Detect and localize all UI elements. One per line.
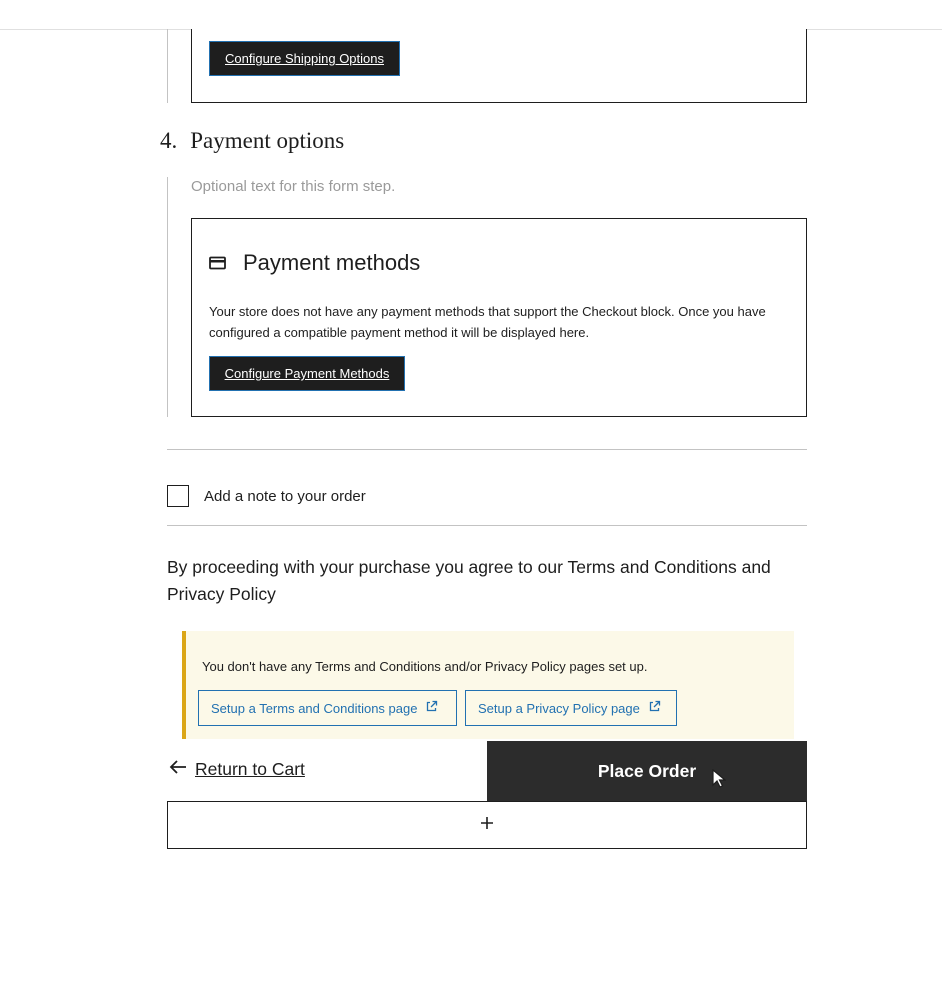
setup-terms-label: Setup a Terms and Conditions page xyxy=(211,700,418,716)
payment-methods-message: Your store does not have any payment methods that support the Checkout block. Once you have configured a compatible payment method it will be displayed here. xyxy=(209,304,766,340)
terms-notice-message: You don't have any Terms and Conditions and/or Privacy Policy pages set up. xyxy=(202,659,648,674)
setup-privacy-label: Setup a Privacy Policy page xyxy=(478,700,640,716)
configure-shipping-button[interactable]: Configure Shipping Options xyxy=(209,41,400,76)
step-number: 4. xyxy=(160,128,178,153)
plus-icon xyxy=(480,816,494,835)
terms-agreement-text[interactable]: By proceeding with your purchase you agree to our Terms and Conditions and Privacy Policy xyxy=(167,557,771,604)
return-to-cart-link[interactable] xyxy=(169,759,305,780)
payment-methods-title: Payment methods xyxy=(243,250,421,275)
divider xyxy=(167,525,807,526)
order-note-row[interactable] xyxy=(167,485,366,507)
arrow-left-icon xyxy=(169,759,187,780)
payment-step-rail xyxy=(167,177,168,417)
place-order-button[interactable]: Place Order xyxy=(487,741,807,801)
external-link-icon xyxy=(648,700,661,716)
editor-top-bar xyxy=(0,0,942,30)
order-note-label[interactable]: Add a note to your order xyxy=(204,487,366,505)
configure-payment-button[interactable]: Configure Payment Methods xyxy=(209,356,405,391)
shipping-step-rail xyxy=(167,29,168,103)
external-link-icon xyxy=(425,700,438,716)
setup-privacy-button[interactable] xyxy=(465,690,677,726)
step-title: Payment options xyxy=(190,128,345,153)
setup-terms-button[interactable] xyxy=(198,690,457,726)
order-note-checkbox[interactable] xyxy=(167,485,189,507)
payment-methods-heading xyxy=(209,250,420,276)
payment-step-heading xyxy=(160,128,344,154)
divider xyxy=(167,449,807,450)
terms-notice xyxy=(182,631,794,739)
return-to-cart-label: Return to Cart xyxy=(195,759,305,779)
credit-card-icon xyxy=(209,256,227,270)
mouse-cursor-icon xyxy=(712,769,726,794)
add-block-button[interactable] xyxy=(167,801,807,849)
step-description[interactable]: Optional text for this form step. xyxy=(191,178,396,195)
